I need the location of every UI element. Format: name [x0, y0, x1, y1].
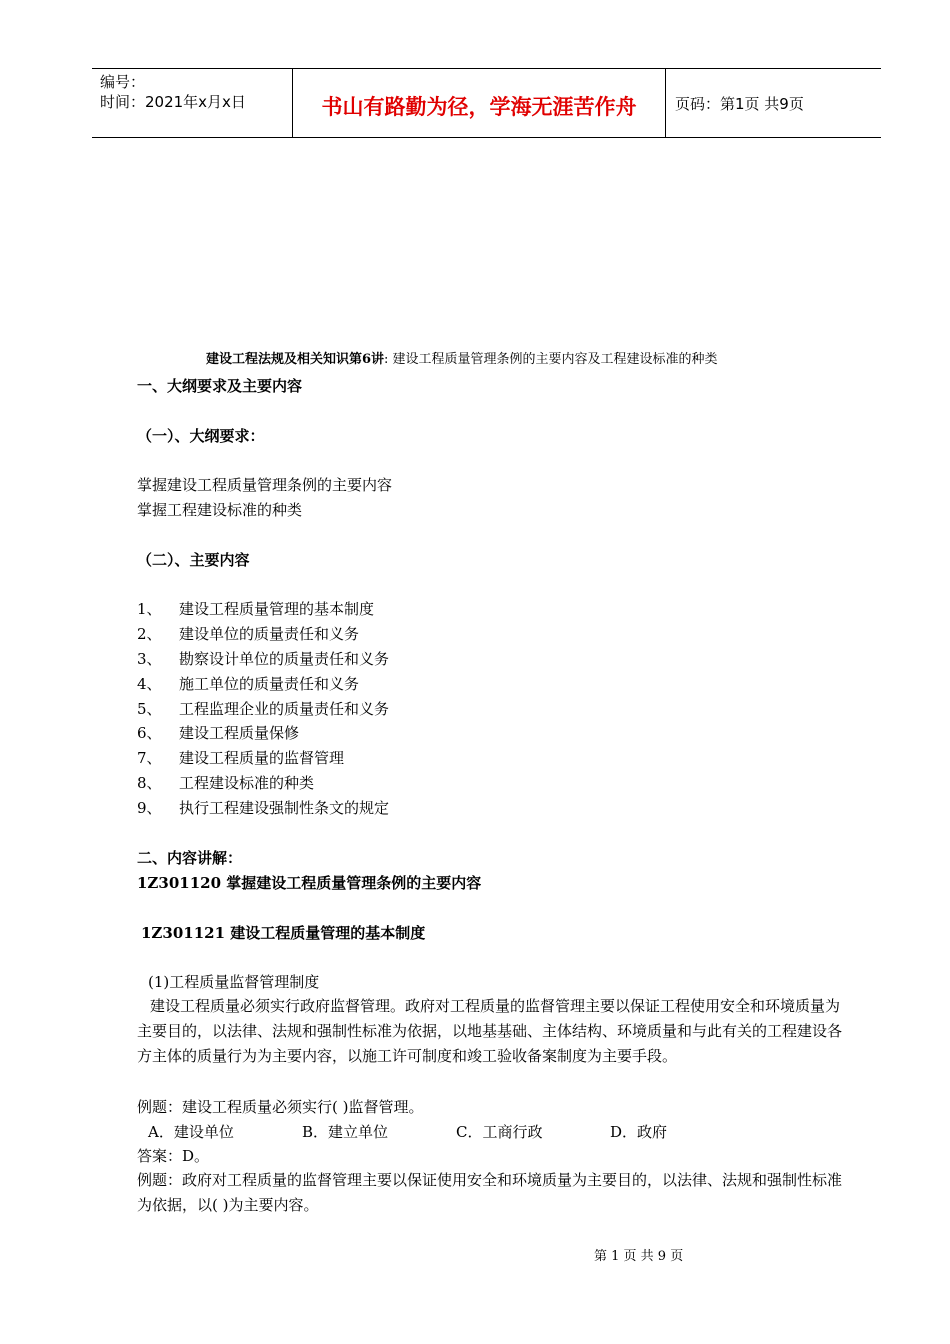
example1-answer: 答案：D。: [137, 1147, 210, 1165]
list-item-number: 3、: [137, 650, 162, 668]
footer-page-number: 第 1 页 共 9 页: [594, 1249, 684, 1264]
requirement-1: 掌握建设工程质量管理条例的主要内容: [137, 476, 393, 494]
list-item-text: 工程监理企业的质量责任和义务: [179, 700, 390, 718]
list-item: [137, 773, 314, 793]
list-item-number: 1、: [137, 600, 162, 618]
title-rest: : 建设工程质量管理条例的主要内容及工程建设标准的种类: [384, 352, 718, 367]
list-item-text: 勘察设计单位的质量责任和义务: [179, 650, 390, 668]
time-label: 时间：2021年x月x日: [100, 93, 246, 111]
section2-heading: 二、内容讲解：: [137, 849, 243, 867]
paragraph1-body: 建设工程质量必须实行政府监督管理。政府对工程质量的监督管理主要以保证工程使用安全和环境质量为主要目的，以法律、法规和强制性标准为依据，以地基基础、主体结构、环境质量和与此有关的工程建设各方主体的质量行为为主要内容，以施工许可制度和竣工验收备案制度为主要手段。: [137, 997, 843, 1065]
header-table: [92, 68, 881, 138]
list-item-number: 6、: [137, 724, 162, 742]
motto-text: 书山有路勤为径，学海无涯苦作舟: [321, 95, 637, 119]
page-label: 页码：第1页 共9页: [675, 95, 804, 113]
option-b: B．建立单位: [302, 1123, 389, 1141]
section1-heading: 一、大纲要求及主要内容: [137, 377, 303, 395]
list-item: [137, 699, 389, 719]
list-item-text: 建设工程质量管理的基本制度: [179, 600, 375, 618]
subsection1-heading: （一）、大纲要求：: [137, 427, 265, 445]
header-left-cell: [92, 69, 292, 137]
example1-question: 例题：建设工程质量必须实行( )监督管理。: [137, 1098, 424, 1116]
code-heading-1: 1Z301120 掌握建设工程质量管理条例的主要内容: [137, 874, 482, 892]
list-item-text: 建设工程质量保修: [179, 724, 300, 742]
header-right-cell: [665, 69, 881, 137]
requirement-2: 掌握工程建设标准的种类: [137, 501, 303, 519]
list-item: [137, 599, 374, 619]
serial-label: 编号：: [100, 73, 146, 91]
list-item-number: 8、: [137, 774, 162, 792]
list-item: [137, 649, 389, 669]
paragraph1-title: (1)工程质量监督管理制度: [148, 973, 320, 991]
list-item-number: 4、: [137, 675, 162, 693]
list-item: [137, 748, 344, 768]
document-title: [206, 350, 718, 370]
list-item-text: 建设单位的质量责任和义务: [179, 625, 360, 643]
example1-options: [148, 1122, 667, 1142]
example2-question: 例题：政府对工程质量的监督管理主要以保证使用安全和环境质量为主要目的，以法律、法规和强制性标准为依据，以( )为主要内容。: [137, 1171, 843, 1214]
subsection2-heading: （二）、主要内容: [137, 551, 250, 569]
list-item: [137, 674, 359, 694]
list-item-number: 7、: [137, 749, 162, 767]
list-item: [137, 624, 359, 644]
option-a: A．建设单位: [148, 1123, 234, 1141]
list-item-text: 建设工程质量的监督管理: [179, 749, 345, 767]
list-item: [137, 723, 299, 743]
code-heading-2: 1Z301121 建设工程质量管理的基本制度: [141, 924, 426, 942]
list-item-text: 执行工程建设强制性条文的规定: [179, 799, 390, 817]
list-item: [137, 798, 389, 818]
list-item-text: 工程建设标准的种类: [179, 774, 315, 792]
list-item-number: 5、: [137, 700, 162, 718]
title-bold: 建设工程法规及相关知识第6讲: [206, 352, 385, 367]
option-c: C．工商行政: [456, 1123, 543, 1141]
list-item-number: 2、: [137, 625, 162, 643]
option-d: D．政府: [610, 1123, 668, 1141]
header-middle-cell: [292, 69, 666, 137]
list-item-number: 9、: [137, 799, 162, 817]
list-item-text: 施工单位的质量责任和义务: [179, 675, 360, 693]
